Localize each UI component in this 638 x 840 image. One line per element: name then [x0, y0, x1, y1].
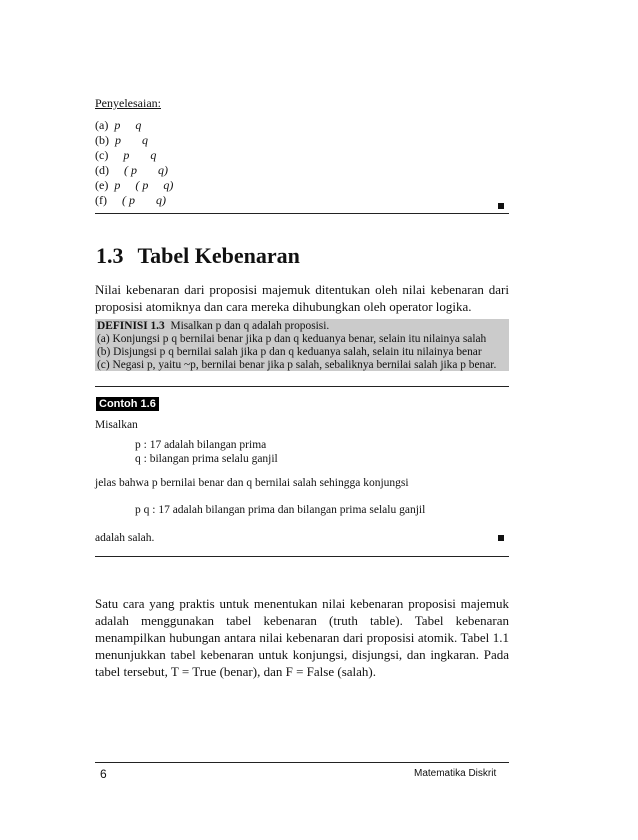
- answer-label: (a): [95, 118, 109, 132]
- example-lead: Misalkan: [95, 419, 138, 431]
- answer-expr: ( p q): [115, 163, 168, 177]
- example-p-def: p : 17 adalah bilangan prima: [135, 439, 267, 451]
- end-of-proof-icon: [498, 535, 504, 541]
- answer-d: [95, 163, 168, 178]
- definition-item-b: (b) Disjungsi p q bernilai salah jika p dan q keduanya salah, selain itu nilainya benar: [97, 346, 482, 358]
- solution-heading: Penyelesaian:: [95, 96, 161, 110]
- example-q-def: q : bilangan prima selalu ganjil: [135, 453, 278, 465]
- answer-b: [95, 133, 148, 148]
- answer-expr: p q: [115, 133, 148, 147]
- definition-item-c: (c) Negasi p, yaitu ~p, bernilai benar jika p salah, sebaliknya bernilai salah jika p benar.: [97, 359, 497, 371]
- section-heading: [96, 243, 300, 269]
- definition-title: DEFINISI 1.3: [97, 320, 165, 332]
- answer-expr: p q: [114, 118, 142, 132]
- example-conjunction: p q : 17 adalah bilangan prima dan bilangan prima selalu ganjil: [135, 504, 426, 516]
- section-title: Tabel Kebenaran: [137, 243, 300, 268]
- definition-intro: Misalkan p dan q adalah proposisi.: [170, 320, 330, 332]
- answer-label: (e): [95, 178, 109, 192]
- answer-a: [95, 118, 141, 133]
- answer-label: (d): [95, 163, 109, 177]
- divider: [95, 386, 509, 387]
- answer-expr: ( p q): [113, 193, 166, 207]
- divider: [95, 556, 509, 557]
- answer-label: (c): [95, 148, 109, 162]
- answer-label: (b): [95, 133, 109, 147]
- answer-c: [95, 148, 156, 163]
- answer-label: (f): [95, 193, 107, 207]
- body-paragraph: Satu cara yang praktis untuk menentukan nilai kebenaran proposisi majemuk adalah menggunakan tabel kebenaran (truth table). Tabel kebenaran menampilkan hubungan antara nilai kebenaran dari proposisi atomik. Tabel 1.1 menunjukkan tabel kebenaran untuk konjungsi, disjungsi, dan ingkaran. Pada tabel tersebut, T = True (benar), dan F = False (salah).: [95, 596, 509, 679]
- answer-f: [95, 193, 166, 208]
- answer-e: [95, 178, 173, 193]
- end-of-proof-icon: [498, 203, 504, 209]
- page-number: 6: [100, 767, 107, 781]
- example-conclusion: adalah salah.: [95, 532, 155, 544]
- book-title: Matematika Diskrit: [414, 768, 497, 779]
- section-intro: Nilai kebenaran dari proposisi majemuk ditentukan oleh nilai kebenaran dari proposisi atomiknya dan cara mereka dihubungkan oleh operator logika.: [95, 282, 509, 314]
- answer-expr: p q: [114, 148, 157, 162]
- answer-expr: p ( p q): [114, 178, 174, 192]
- section-number: 1.3: [96, 243, 124, 268]
- divider: [95, 213, 509, 214]
- example-badge: Contoh 1.6: [96, 397, 159, 411]
- definition-header: [97, 320, 329, 333]
- example-statement: jelas bahwa p bernilai benar dan q bernilai salah sehingga konjungsi: [95, 477, 409, 489]
- definition-item-a: (a) Konjungsi p q bernilai benar jika p dan q keduanya benar, selain itu nilainya salah: [97, 333, 487, 345]
- footer-divider: [95, 762, 509, 763]
